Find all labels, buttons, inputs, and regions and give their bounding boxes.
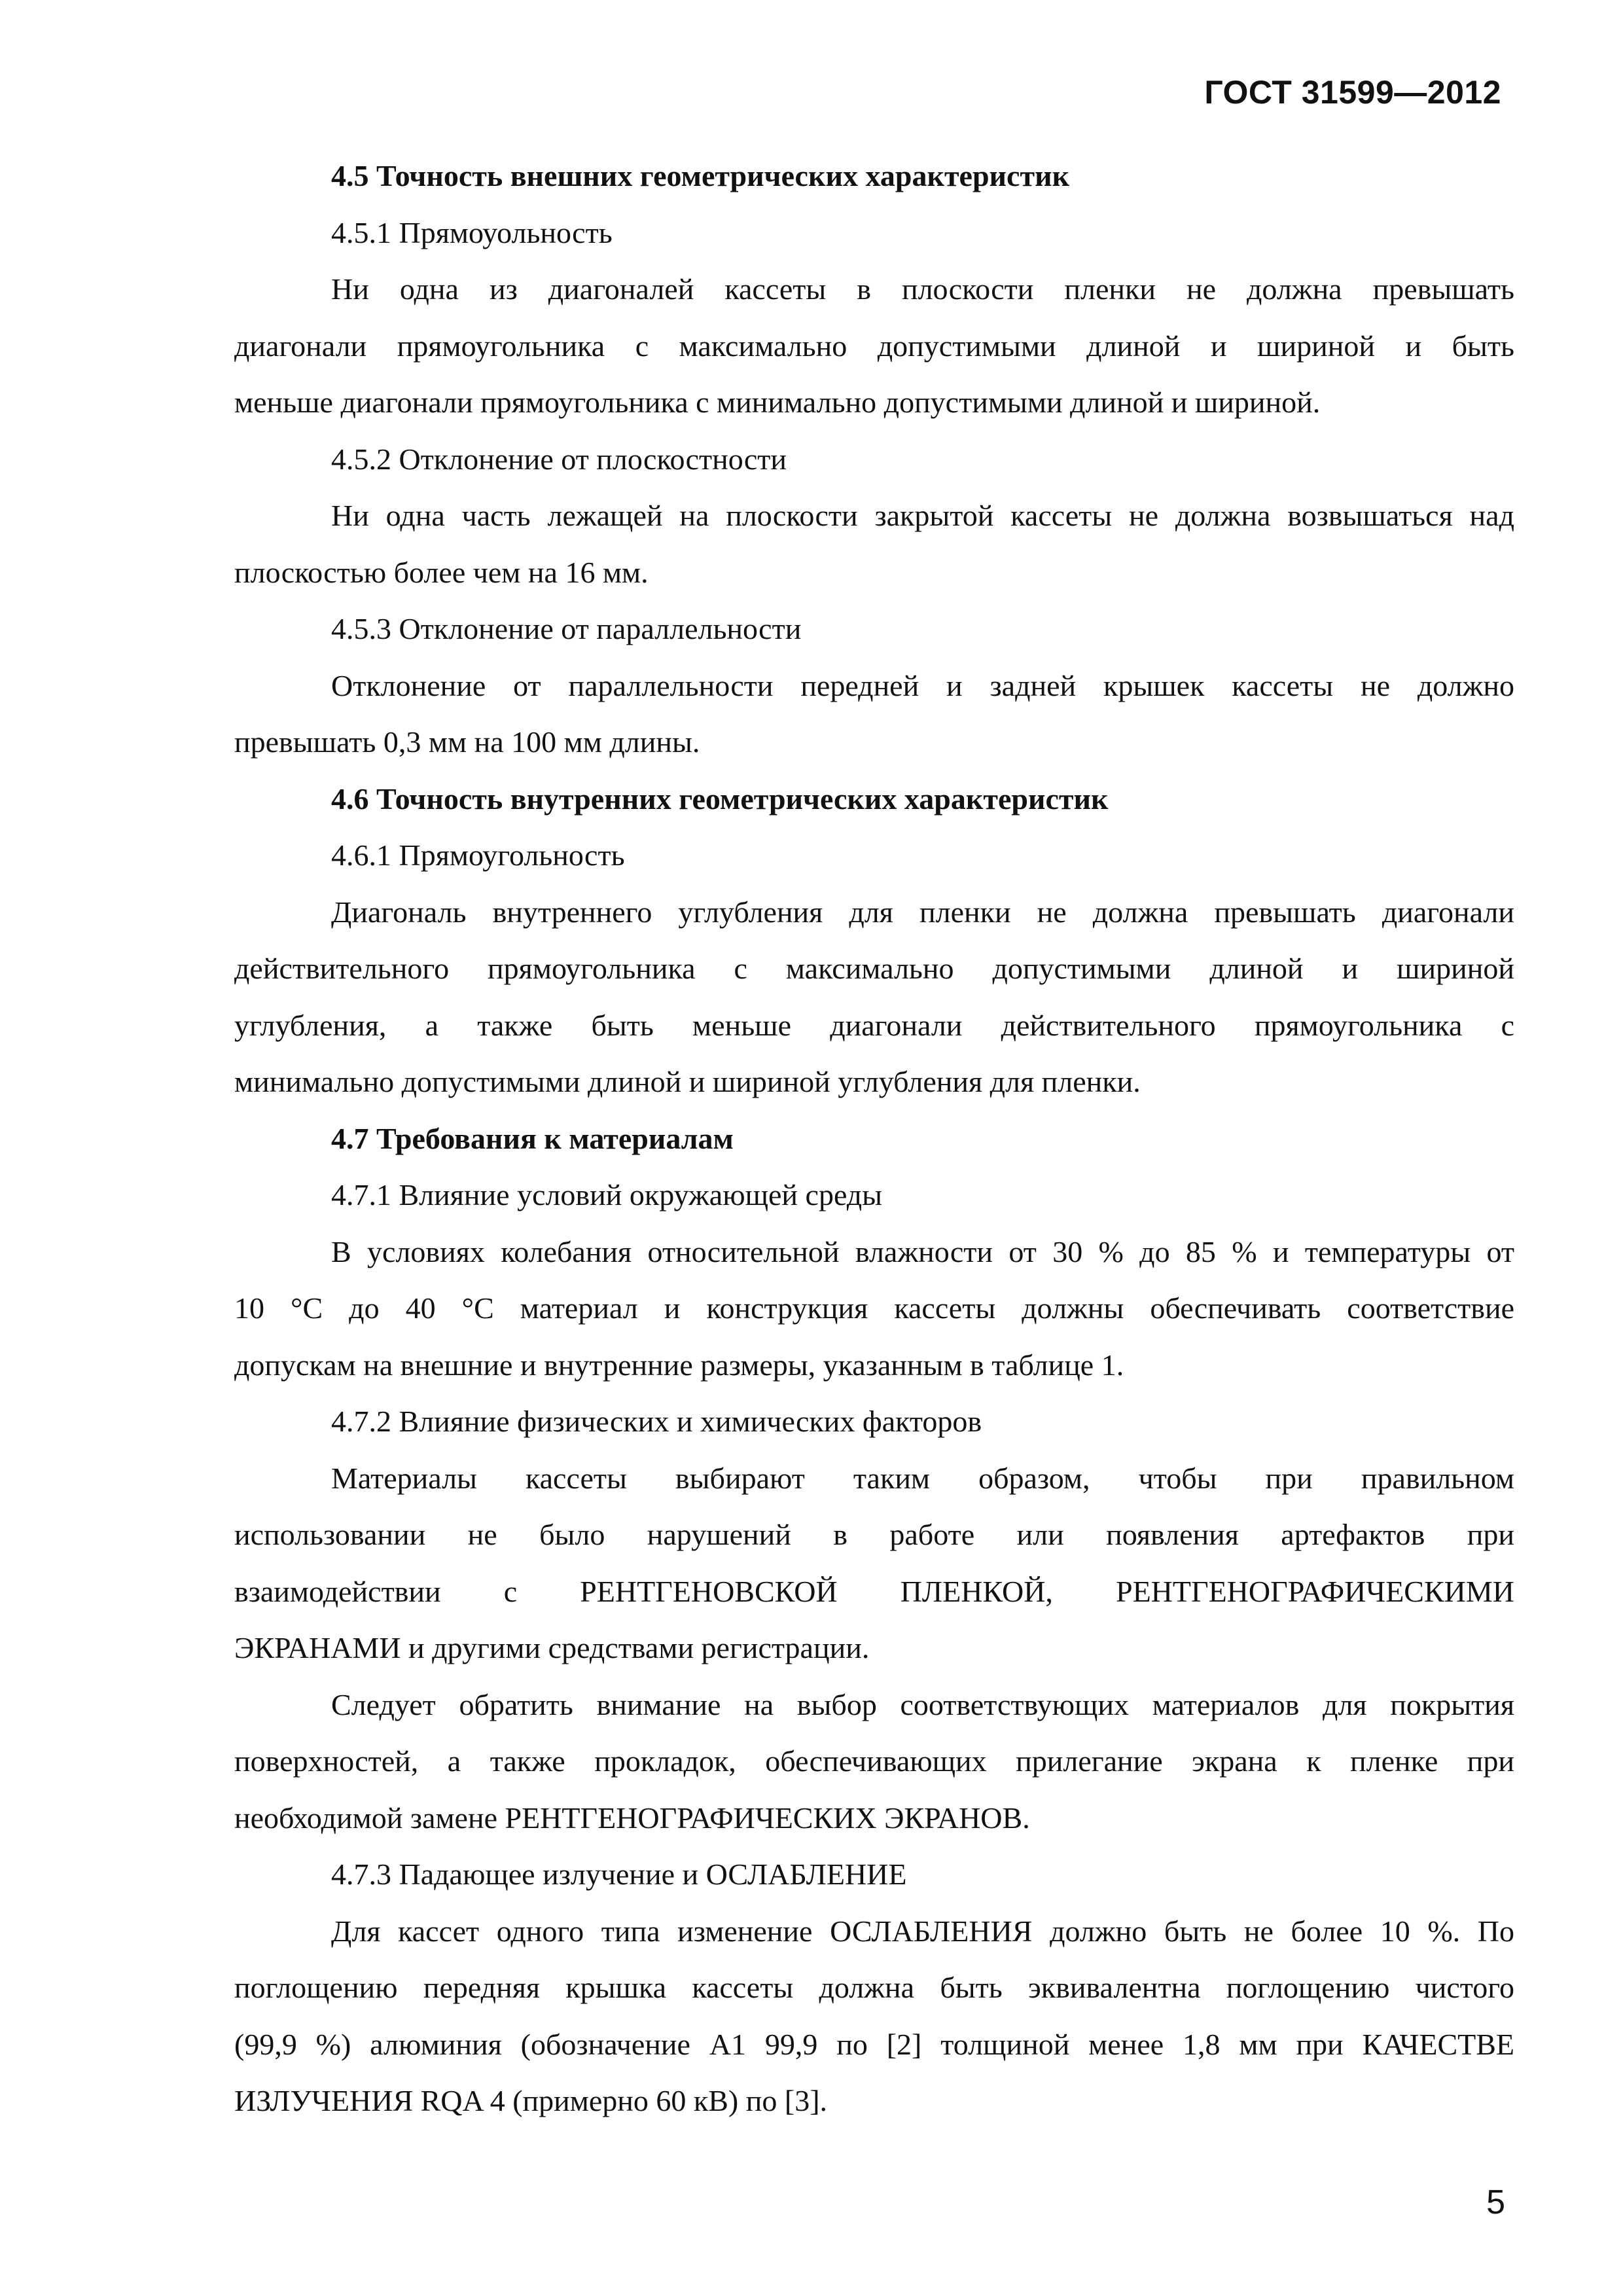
document-body [234, 148, 1514, 2130]
paragraph-line: ИЗЛУЧЕНИЯ RQA 4 (примерно 60 кВ) по [3]. [234, 2084, 828, 2117]
subsection-heading-4-7-2: 4.7.2 Влияние физических и химических факторов [331, 1405, 982, 1438]
paragraph-line: использовании не было нарушений в работе или появления артефактов при [234, 1518, 1514, 1551]
section-heading-4-6: 4.6 Точность внутренних геометрических характеристик [331, 781, 1109, 816]
section-heading-4-7: 4.7 Требования к материалам [331, 1121, 734, 1155]
paragraph-line: углубления, а также быть меньше диагонали действительного прямоугольника с [234, 1008, 1514, 1042]
paragraph-line: поглощению передняя крышка кассеты должна быть эквивалентна поглощению чистого [234, 1971, 1514, 2004]
subsection-heading-4-6-1: 4.6.1 Прямоугольность [331, 838, 625, 872]
subsection-heading-4-5-3: 4.5.3 Отклонение от параллельности [331, 612, 802, 645]
section-heading-4-5: 4.5 Точность внешних геометрических характеристик [331, 159, 1070, 192]
subsection-heading-4-7-3: 4.7.3 Падающее излучение и ОСЛАБЛЕНИЕ [331, 1857, 907, 1891]
paragraph-line: (99,9 %) алюминия (обозначение А1 99,9 по [2] толщиной менее 1,8 мм при КАЧЕСТВЕ [234, 2027, 1514, 2061]
paragraph-line: 10 °С до 40 °С материал и конструкция кассеты должны обеспечивать соответствие [234, 1291, 1514, 1325]
paragraph-line: диагонали прямоугольника с максимально допустимыми длиной и шириной и быть [234, 329, 1514, 363]
paragraph-line: ЭКРАНАМИ и другими средствами регистрации. [234, 1631, 870, 1664]
paragraph-line: Отклонение от параллельности передней и задней крышек кассеты не должно [331, 668, 1514, 702]
paragraph-line: допускам на внешние и внутренние размеры, указанным в таблице 1. [234, 1348, 1124, 1382]
paragraph-line: Ни одна из диагоналей кассеты в плоскости пленки не должна превышать [331, 272, 1514, 306]
subsection-heading-4-5-1: 4.5.1 Прямоуольность [331, 215, 613, 249]
document-standard-number: ГОСТ 31599—2012 [1204, 74, 1501, 111]
paragraph-line: действительного прямоугольника с максимально допустимыми длиной и шириной [234, 952, 1514, 985]
page-number: 5 [1486, 2183, 1505, 2221]
paragraph-line: превышать 0,3 мм на 100 мм длины. [234, 725, 700, 759]
paragraph-line: плоскостью более чем на 16 мм. [234, 555, 649, 589]
paragraph-line: Материалы кассеты выбирают таким образом, чтобы при правильном [331, 1461, 1514, 1495]
subsection-heading-4-7-1: 4.7.1 Влияние условий окружающей среды [331, 1178, 883, 1211]
paragraph-line: В условиях колебания относительной влажности от 30 % до 85 % и температуры от [331, 1234, 1514, 1268]
paragraph-line: минимально допустимыми длиной и шириной углубления для пленки. [234, 1065, 1141, 1098]
paragraph-line: Следует обратить внимание на выбор соответствующих материалов для покрытия [331, 1687, 1514, 1721]
paragraph-line: Ни одна часть лежащей на плоскости закрытой кассеты не должна возвышаться над [331, 499, 1514, 532]
paragraph-line: поверхностей, а также прокладок, обеспечивающих прилегание экрана к пленке при [234, 1744, 1514, 1778]
paragraph-line: Диагональ внутреннего углубления для пленки не должна превышать диагонали [331, 895, 1514, 929]
subsection-heading-4-5-2: 4.5.2 Отклонение от плоскостности [331, 442, 787, 476]
paragraph-line: взаимодействии с РЕНТГЕНОВСКОЙ ПЛЕНКОЙ, РЕНТГЕНОГРАФИЧЕСКИМИ [234, 1574, 1514, 1608]
paragraph-line: Для кассет одного типа изменение ОСЛАБЛЕНИЯ должно быть не более 10 %. По [331, 1914, 1514, 1948]
paragraph-line: необходимой замене РЕНТГЕНОГРАФИЧЕСКИХ ЭКРАНОВ. [234, 1801, 1030, 1835]
paragraph-line: меньше диагонали прямоугольника с минимально допустимыми длиной и шириной. [234, 386, 1321, 419]
